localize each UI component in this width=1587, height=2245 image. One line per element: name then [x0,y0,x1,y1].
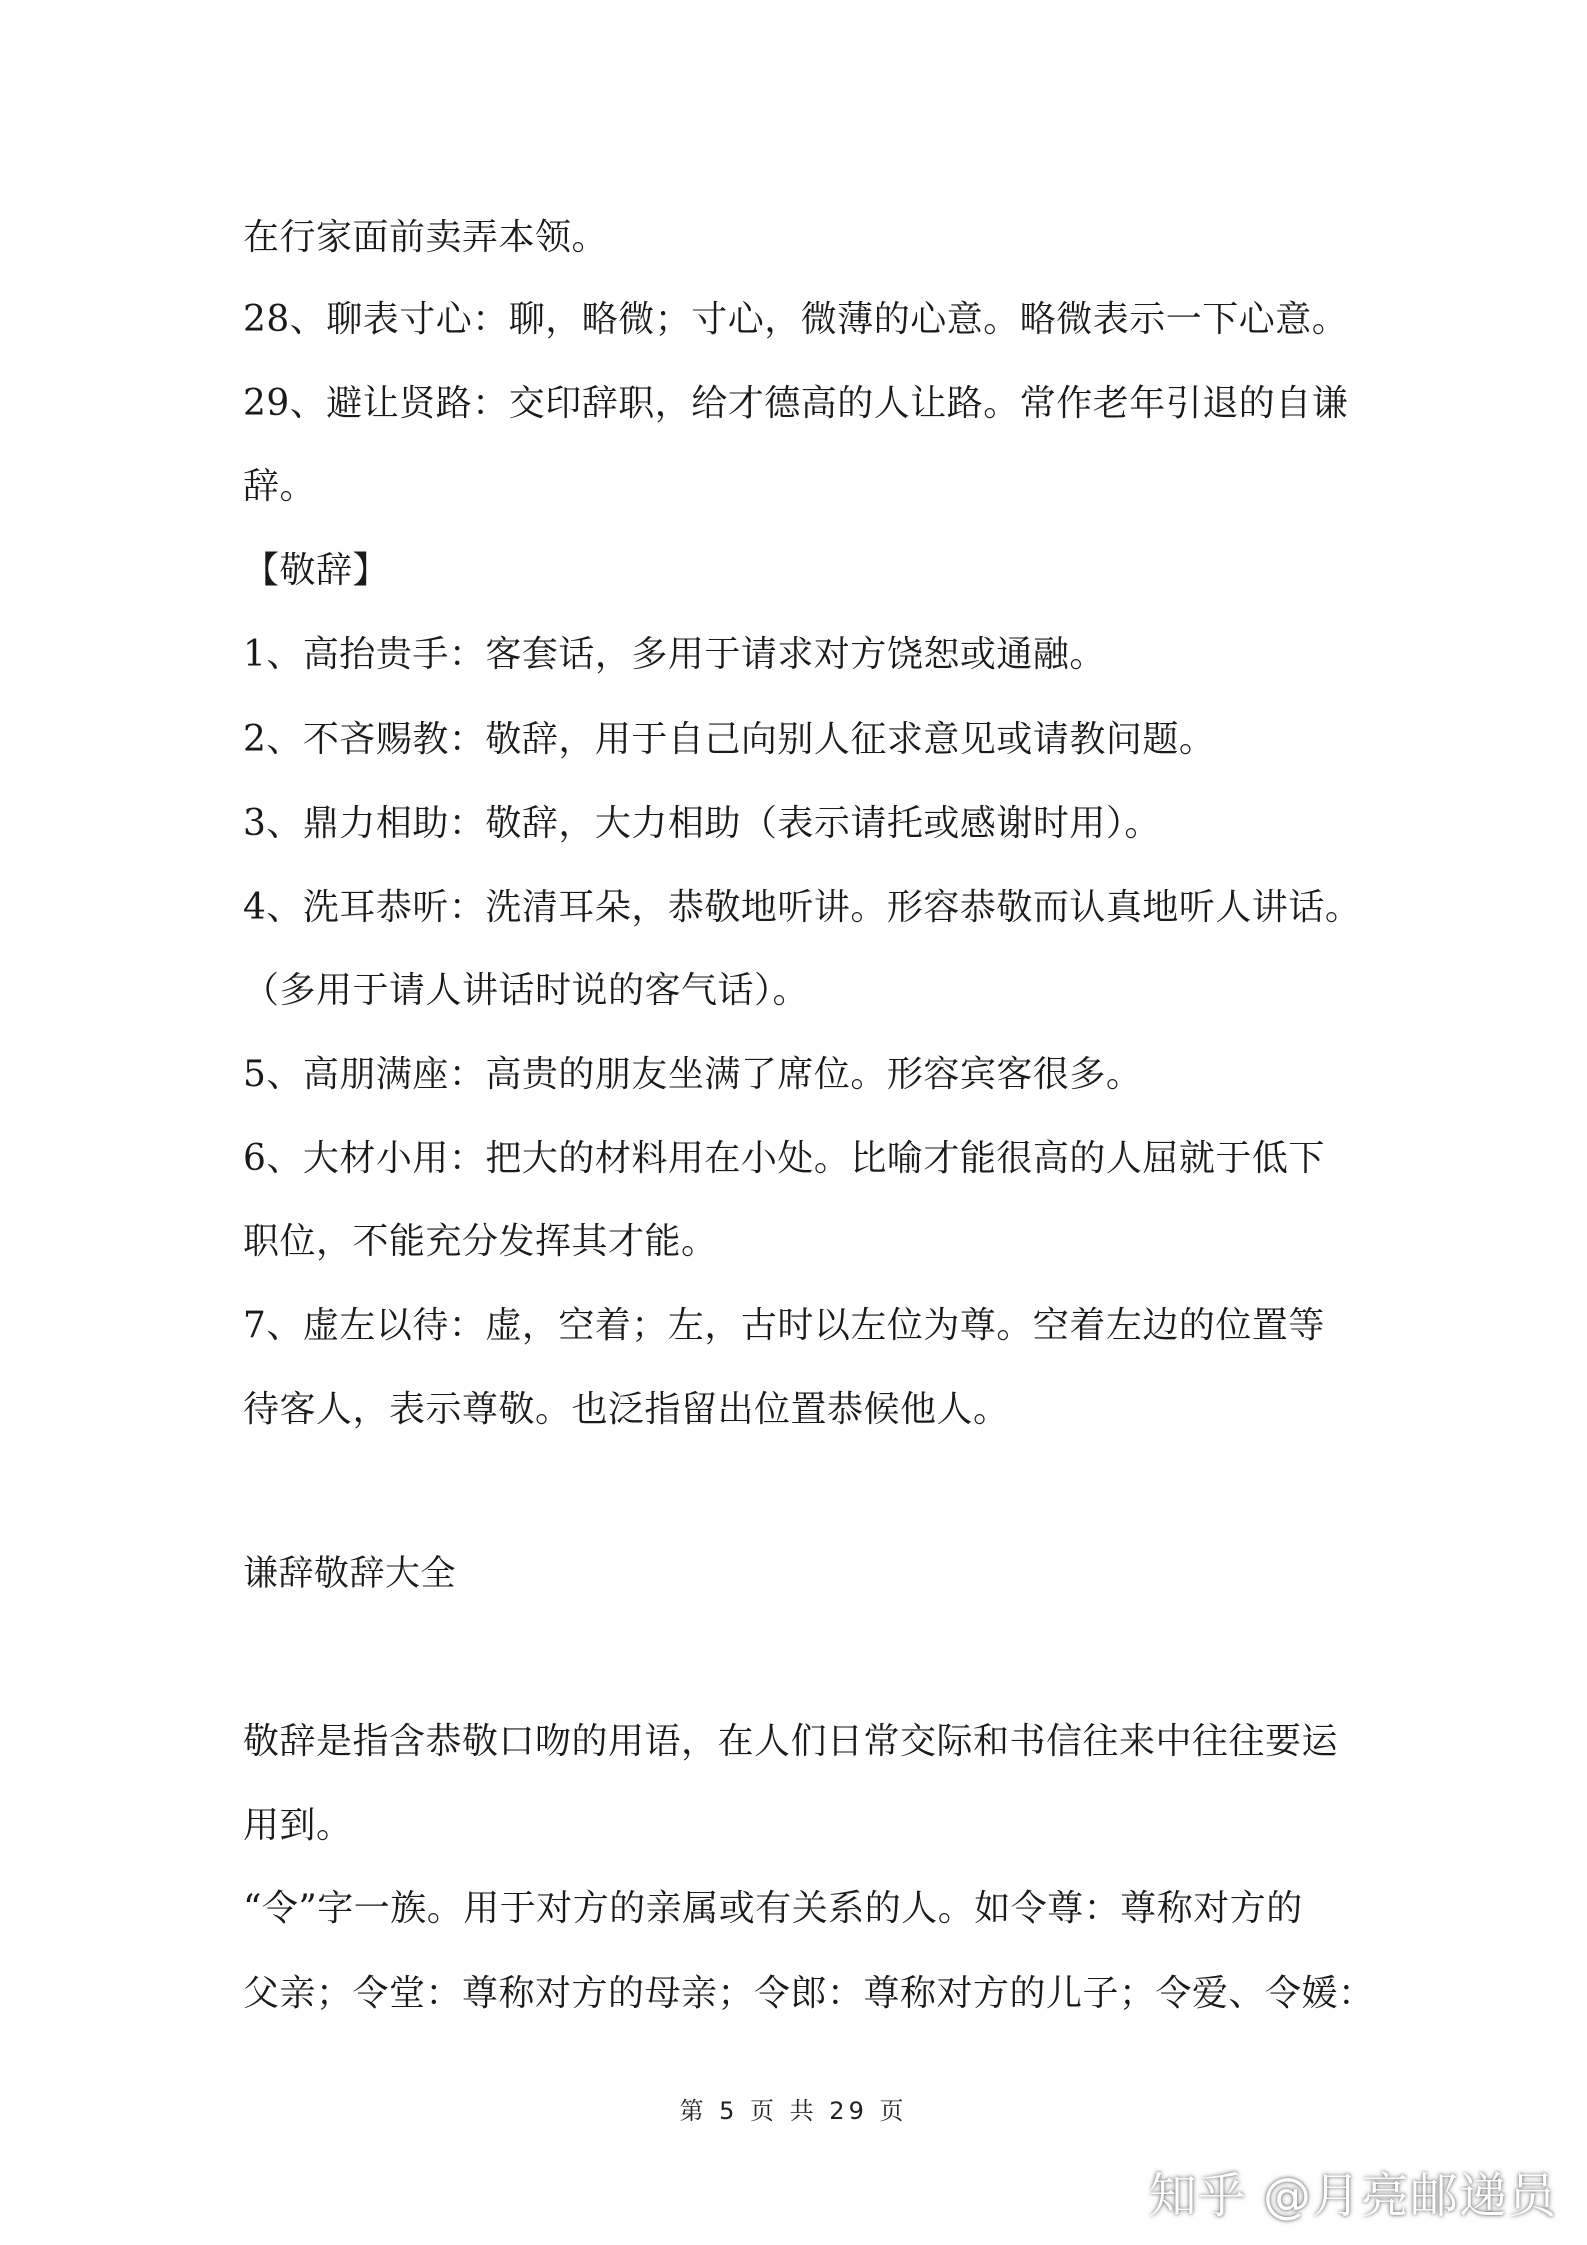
text-line: 29、避让贤路：交印辞职，给才德高的人让路。常作老年引退的自谦 [243,383,1349,424]
text-line: 3、鼎力相助：敬辞，大力相助（表示请托或感谢时用）。 [243,803,1161,844]
section-heading: 谦辞敬辞大全 [243,1554,457,1594]
text-line: 28、聊表寸心：聊，略微；寸心，微薄的心意。略微表示一下心意。 [243,299,1349,340]
page-number-footer: 第 5 页 共 29 页 [679,2097,908,2125]
text-line: 6、大材小用：把大的材料用在小处。比喻才能很高的人屈就于低下 [243,1138,1325,1179]
section-label: 【敬辞】 [243,550,390,591]
text-line: 4、洗耳恭听：洗清耳朵，恭敬地听讲。形容恭敬而认真地听人讲话。 [243,887,1362,928]
text-line: 待客人，表示尊敬。也泛指留出位置恭候他人。 [243,1389,1010,1430]
watermark: 知乎 @月亮邮递员 [1148,2168,1557,2224]
text-line: （多用于请人讲话时说的客气话）。 [243,970,810,1011]
text-line: 敬辞是指含恭敬口吻的用语，在人们日常交际和书信往来中往往要运 [243,1721,1339,1762]
text-line: 职位，不能充分发挥其才能。 [243,1221,718,1262]
text-line: 辞。 [243,466,317,507]
text-line: 7、虚左以待：虚，空着；左，古时以左位为尊。空着左边的位置等 [243,1305,1325,1346]
text-line: 2、不吝赐教：敬辞，用于自己向别人征求意见或请教问题。 [243,719,1216,760]
text-line: “令”字一族。用于对方的亲属或有关系的人。如令尊：尊称对方的 [243,1888,1303,1929]
text-line: 1、高抬贵手：客套话，多用于请求对方饶恕或通融。 [243,634,1106,675]
text-line: 5、高朋满座：高贵的朋友坐满了席位。形容宾客很多。 [243,1054,1143,1095]
text-line: 父亲；令堂：尊称对方的母亲；令郎：尊称对方的儿子；令爱、令媛： [243,1973,1375,2014]
text-line: 用到。 [243,1805,353,1846]
text-line: 在行家面前卖弄本领。 [243,217,609,258]
